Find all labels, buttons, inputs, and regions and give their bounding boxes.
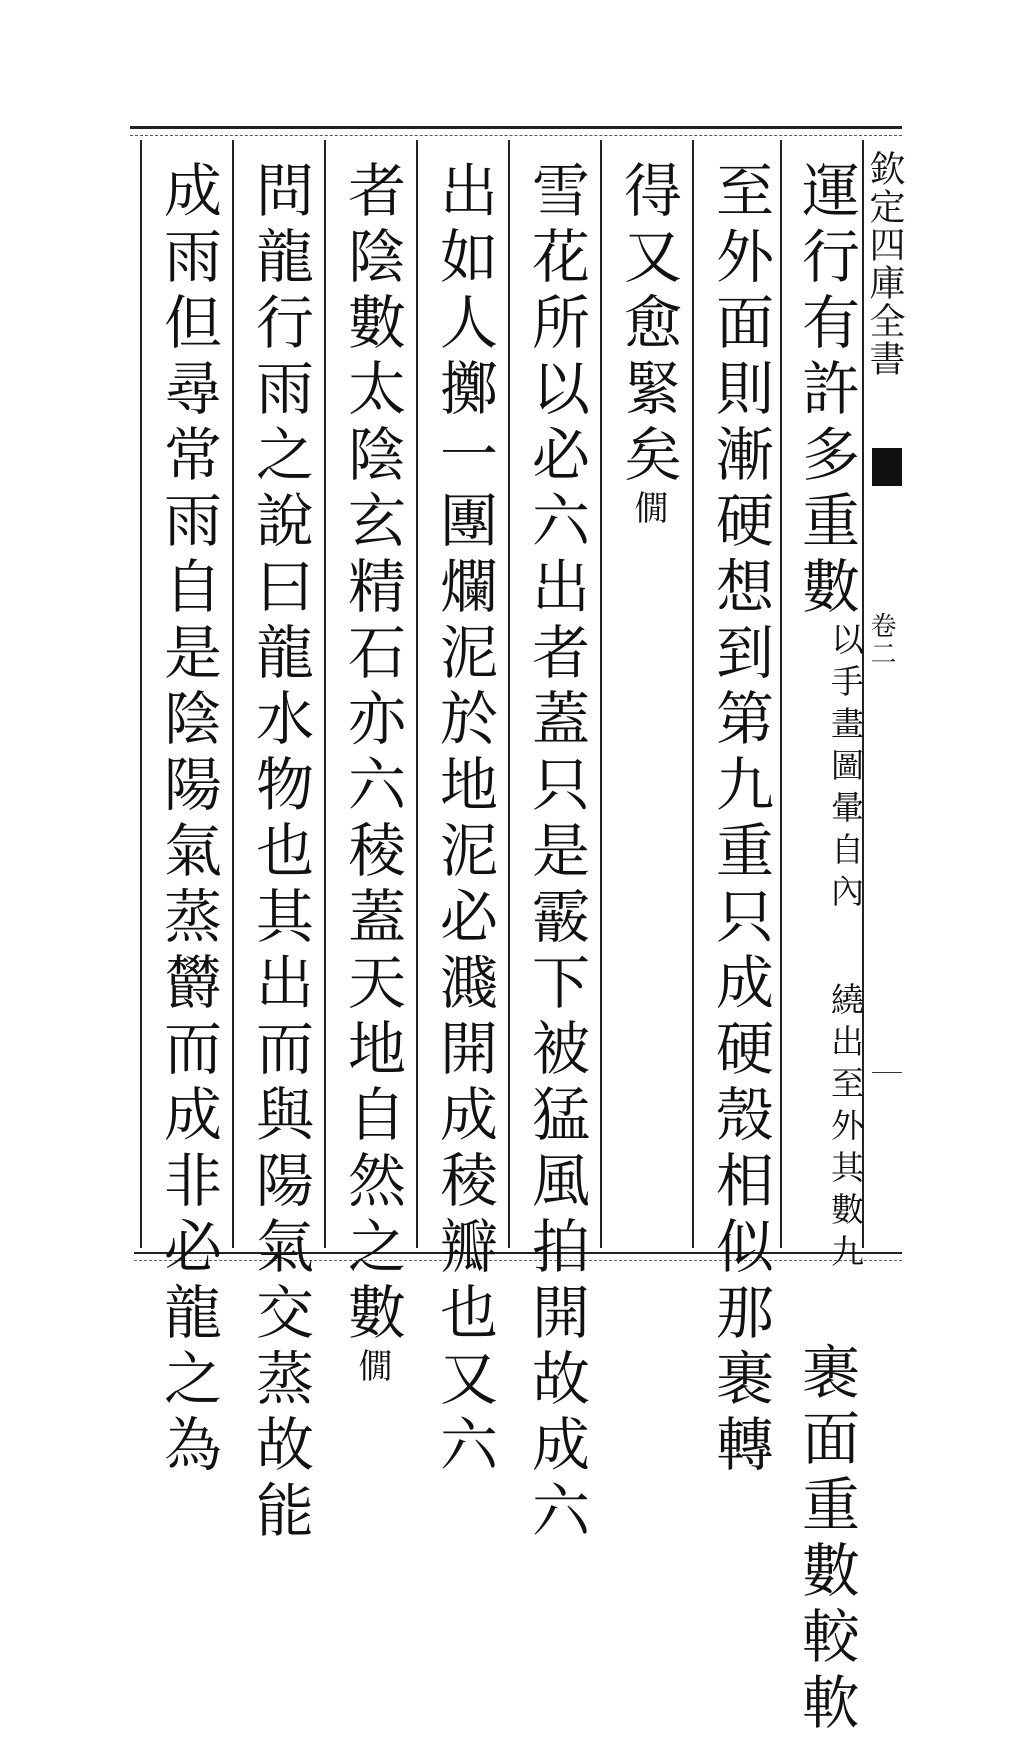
volume-label: 卷二 — [866, 612, 896, 668]
annotation-left: 繞出至外其數九 — [826, 982, 865, 1276]
text-column-3 — [610, 160, 686, 1240]
main-text: 裹面重數較軟 — [792, 1342, 860, 1738]
top-border-rule — [130, 126, 902, 136]
book-title: 欽定四庫全書 — [864, 150, 905, 378]
text-column-2 — [702, 160, 778, 1480]
annotation: 僩 — [628, 490, 668, 534]
main-text: 得又愈緊矣 — [614, 160, 682, 490]
text-column-5 — [426, 160, 502, 1480]
main-text: 運行有許多重數 — [792, 160, 860, 622]
column-divider — [324, 140, 326, 1248]
column-divider — [508, 140, 510, 1248]
main-text: 出如人擲一團爛泥於地泥必濺開成稜瓣也又六 — [430, 160, 498, 1480]
annotation-right: 以手畫圖暈自內 — [826, 622, 865, 916]
text-column-8 — [150, 160, 226, 1480]
column-divider — [416, 140, 418, 1248]
column-divider — [600, 140, 602, 1248]
main-text: 至外面則漸硬想到第九重只成硬殼相似那裹轉 — [706, 160, 774, 1480]
main-text: 成雨但尋常雨自是陰陽氣蒸欝而成非必龍之為 — [154, 160, 222, 1480]
fishtail-mark — [872, 448, 902, 486]
main-text: 者陰數太陰玄精石亦六稜蓋天地自然之數 — [338, 160, 406, 1348]
column-divider — [232, 140, 234, 1248]
text-column-6 — [334, 160, 410, 1392]
main-text: 雪花所以必六出者蓋只是霰下被猛風拍開故成六 — [522, 160, 590, 1546]
main-text: 問龍行雨之說曰龍水物也其出而與陽氣交蒸故能 — [246, 160, 314, 1546]
text-column-7 — [242, 160, 318, 1546]
column-divider — [780, 140, 782, 1248]
column-divider — [692, 140, 694, 1248]
annotation: 僩 — [352, 1348, 392, 1392]
margin-tick — [872, 1072, 902, 1073]
text-column-1 — [788, 160, 865, 1738]
text-column-4 — [518, 160, 594, 1546]
